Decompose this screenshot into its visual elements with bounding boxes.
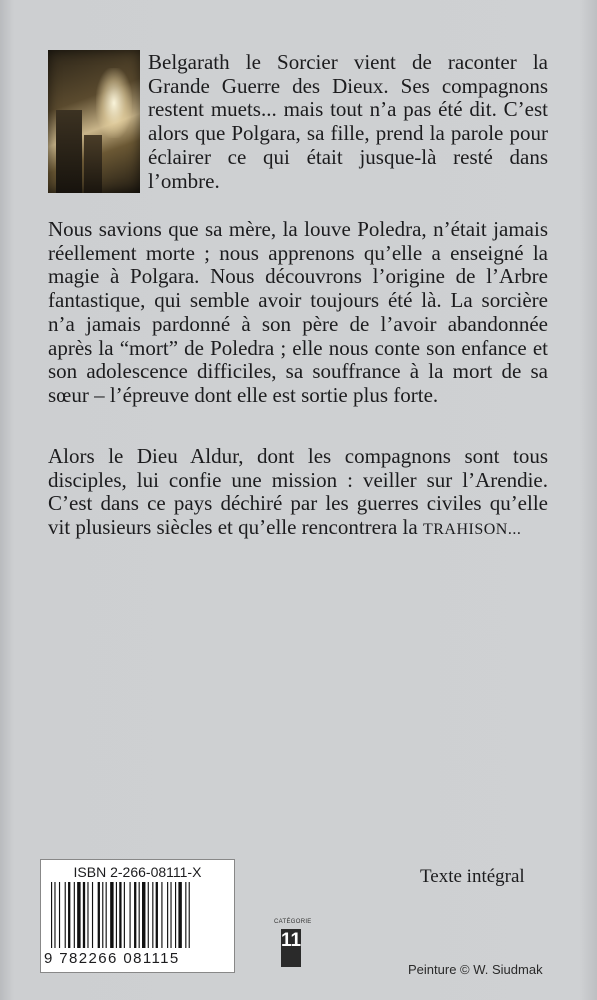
barcode-bar bbox=[110, 882, 113, 948]
barcode-bar bbox=[51, 882, 52, 948]
barcode-bar bbox=[130, 882, 131, 948]
barcode-bar bbox=[68, 882, 70, 948]
barcode-bar bbox=[106, 882, 107, 948]
cover-painting-thumbnail bbox=[48, 50, 140, 193]
barcode-bar bbox=[167, 882, 168, 948]
barcode-bar bbox=[59, 882, 60, 948]
category-number: 11 bbox=[281, 930, 302, 951]
barcode-bar bbox=[189, 882, 190, 948]
texte-integral-label: Texte intégral bbox=[420, 866, 525, 887]
barcode-bar bbox=[102, 882, 103, 948]
ean-number: 9 782266 081115 bbox=[44, 950, 180, 967]
barcode-bar bbox=[134, 882, 136, 948]
blurb-paragraph-3-text: Alors le Dieu Aldur, dont les compagnons sont tous disciples, lui confie une mission : veiller sur l’Arendie. C’est dans ce pays déchiré par les guerres civiles qu’elle vit plusieurs siècles et qu’elle rencontrera la bbox=[48, 444, 548, 540]
barcode-bar bbox=[77, 882, 80, 948]
painting-credit: Peinture © W. Siudmak bbox=[408, 962, 543, 977]
blurb-trahison: TRAHISON... bbox=[422, 521, 522, 539]
barcode-bar bbox=[83, 882, 85, 948]
category-logo bbox=[281, 929, 301, 967]
barcode-bar bbox=[139, 882, 140, 948]
barcode-bar bbox=[54, 882, 55, 948]
barcode-bar bbox=[116, 882, 117, 948]
barcode-bar bbox=[185, 882, 186, 948]
blurb-paragraph-2: Nous savions que sa mère, la louve Poledra, n’était jamais réellement morte ; nous apprenons qu’elle a enseigné la magie à Polgara. Nous découvrons l’origine de l’Arbre fantastique, qui semble avoir toujours été là. La sorcière n’a jamais pardonné à son père de l’avoir abandonnée après la “mort” de Poledra ; elle nous conte son enfance et son adolescence difficiles, sa souffrance à la mort de sa sœur – l’épreuve dont elle est sortie plus forte. bbox=[48, 217, 548, 407]
barcode-bars bbox=[49, 882, 226, 948]
barcode-bar bbox=[124, 882, 125, 948]
barcode-bar bbox=[175, 882, 176, 948]
blurb-paragraph-3 bbox=[48, 445, 548, 542]
barcode-bar bbox=[119, 882, 121, 948]
barcode-bar bbox=[178, 882, 181, 948]
blurb-paragraph-1: Belgarath le Sorcier vient de raconter la Grande Guerre des Dieux. Ses compagnons restent muets... mais tout n’a pas été dit. C’est alors que Polgara, sa fille, prend la parole pour éclairer ce qui était jusque-là resté dans l’ombre. bbox=[148, 50, 548, 193]
barcode-bar bbox=[156, 882, 158, 948]
isbn-text: ISBN 2-266-08111-X bbox=[73, 864, 202, 880]
barcode-bar bbox=[87, 882, 88, 948]
barcode-bar bbox=[161, 882, 162, 948]
barcode-panel bbox=[40, 859, 235, 973]
category-label: CATÉGORIE bbox=[274, 919, 312, 925]
barcode-bar bbox=[98, 882, 100, 948]
barcode-bar bbox=[170, 882, 171, 948]
barcode-bar bbox=[65, 882, 66, 948]
barcode-bar bbox=[142, 882, 145, 948]
barcode-bar bbox=[74, 882, 75, 948]
barcode-bar bbox=[148, 882, 149, 948]
barcode-bar bbox=[92, 882, 93, 948]
barcode-bar bbox=[152, 882, 153, 948]
